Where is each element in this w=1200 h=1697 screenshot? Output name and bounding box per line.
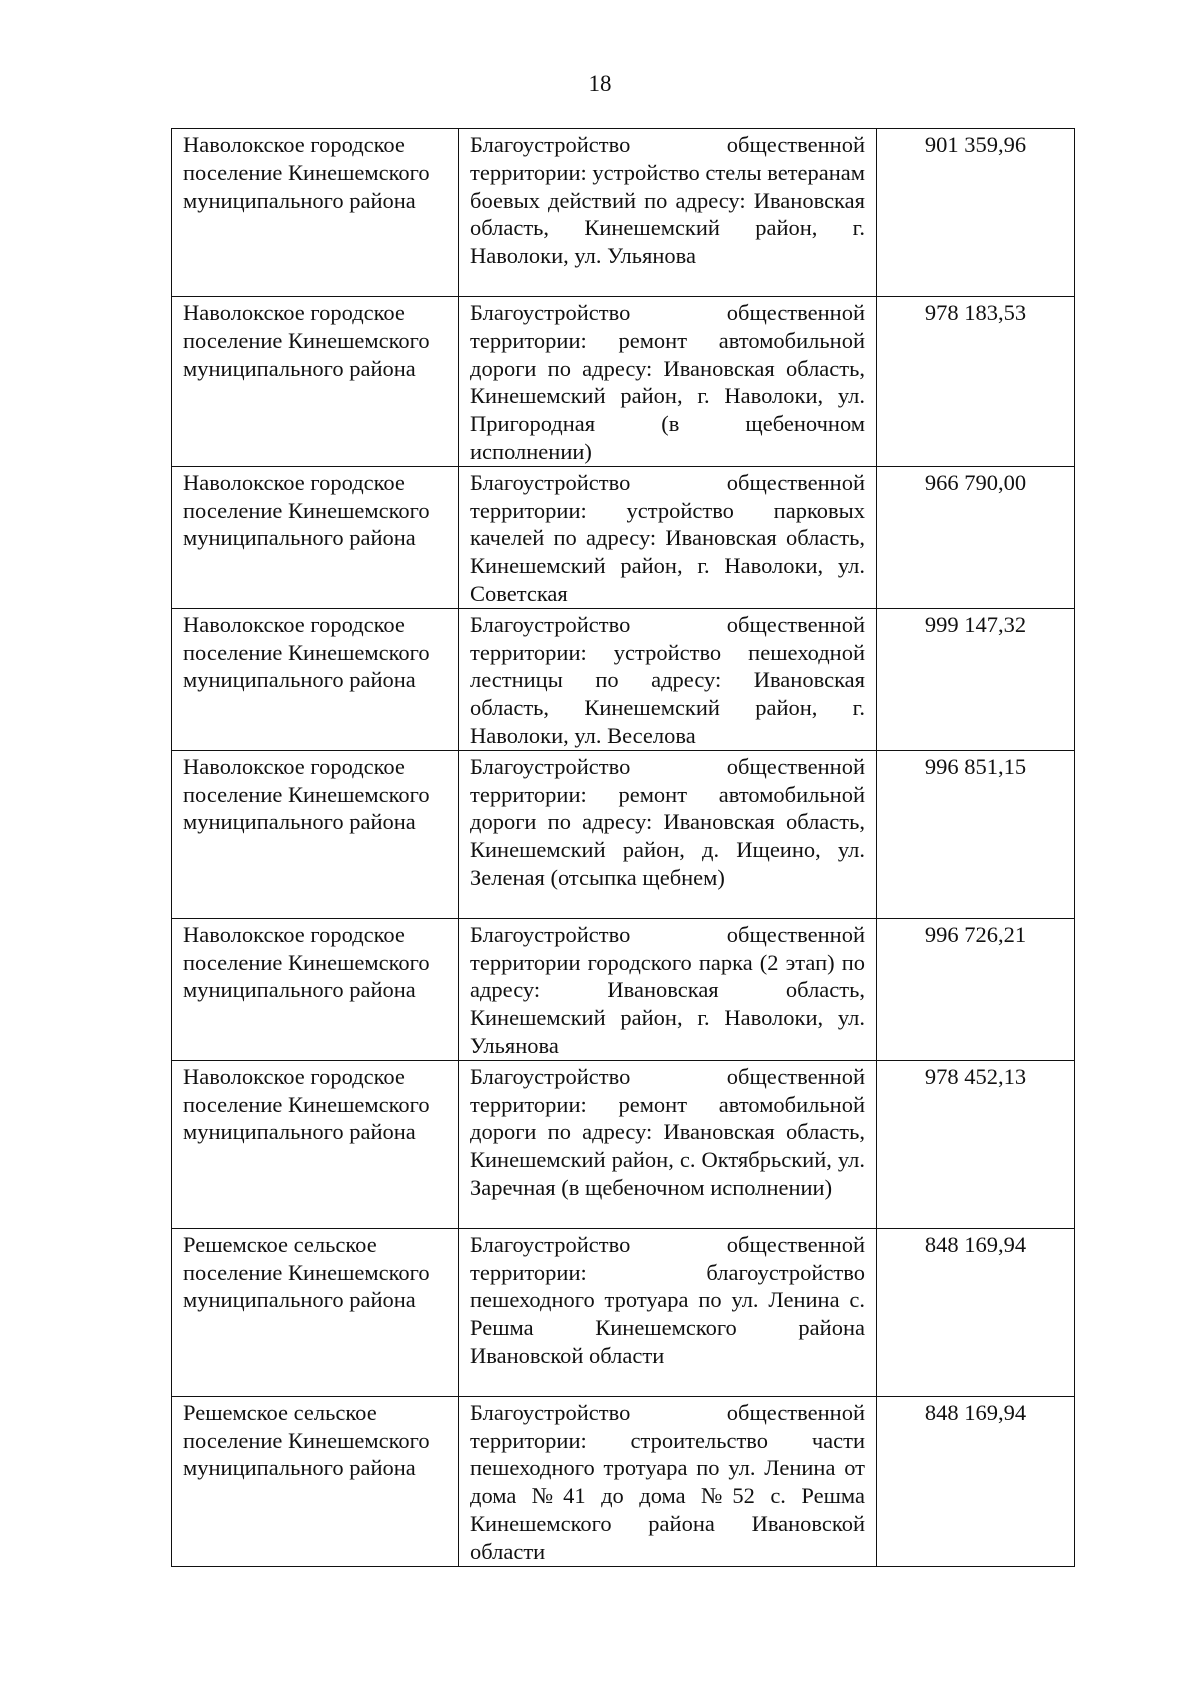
description-cell: Благоустройство общественной территории: ремонт автомобильной дороги по адресу: Ивановская область, Кинешемский район, с. Октябрьский, ул. Заречная (в щебеночном исполнении) <box>459 1060 877 1228</box>
table-row <box>172 1228 1075 1396</box>
amount-cell: 999 147,32 <box>877 608 1075 750</box>
amount-cell: 978 183,53 <box>877 297 1075 467</box>
amount-cell: 966 790,00 <box>877 466 1075 608</box>
amount-cell: 848 169,94 <box>877 1396 1075 1566</box>
amount-cell: 901 359,96 <box>877 129 1075 297</box>
description-cell: Благоустройство общественной территории: строительство части пешеходного тротуара по ул. Ленина от дома №41 до дома №52 с. Решма Кинешемского района Ивановской области <box>459 1396 877 1566</box>
table-row <box>172 918 1075 1060</box>
amount-cell: 848 169,94 <box>877 1228 1075 1396</box>
table-row <box>172 466 1075 608</box>
settlement-cell: Наволокское городское поселение Кинешемского муниципального района <box>172 297 459 467</box>
improvement-table <box>171 128 1075 1567</box>
settlement-cell: Наволокское городское поселение Кинешемского муниципального района <box>172 918 459 1060</box>
settlement-cell: Наволокское городское поселение Кинешемского муниципального района <box>172 608 459 750</box>
table-row <box>172 750 1075 918</box>
table-row <box>172 1396 1075 1566</box>
amount-cell: 978 452,13 <box>877 1060 1075 1228</box>
description-cell: Благоустройство общественной территории: ремонт автомобильной дороги по адресу: Ивановская область, Кинешемский район, г. Наволоки, ул. Пригородная (в щебеночном исполнении) <box>459 297 877 467</box>
description-cell: Благоустройство общественной территории: устройство стелы ветеранам боевых действий по адресу: Ивановская область, Кинешемский район, г. Наволоки, ул. Ульянова <box>459 129 877 297</box>
settlement-cell: Решемское сельское поселение Кинешемского муниципального района <box>172 1228 459 1396</box>
table-row <box>172 608 1075 750</box>
settlement-cell: Наволокское городское поселение Кинешемского муниципального района <box>172 1060 459 1228</box>
amount-cell: 996 851,15 <box>877 750 1075 918</box>
description-cell: Благоустройство общественной территории: благоустройство пешеходного тротуара по ул. Ленина с. Решма Кинешемского района Ивановской области <box>459 1228 877 1396</box>
table-row <box>172 297 1075 467</box>
settlement-cell: Наволокское городское поселение Кинешемского муниципального района <box>172 466 459 608</box>
description-cell: Благоустройство общественной территории городского парка (2 этап) по адресу: Ивановская область, Кинешемский район, г. Наволоки, ул. Ульянова <box>459 918 877 1060</box>
description-cell: Благоустройство общественной территории: ремонт автомобильной дороги по адресу: Ивановская область, Кинешемский район, д. Ищеино, ул. Зеленая (отсыпка щебнем) <box>459 750 877 918</box>
description-cell: Благоустройство общественной территории: устройство пешеходной лестницы по адресу: Ивановская область, Кинешемский район, г. Наволоки, ул. Веселова <box>459 608 877 750</box>
description-cell: Благоустройство общественной территории: устройство парковых качелей по адресу: Ивановская область, Кинешемский район, г. Наволоки, ул. Советская <box>459 466 877 608</box>
settlement-cell: Наволокское городское поселение Кинешемского муниципального района <box>172 750 459 918</box>
table-row <box>172 1060 1075 1228</box>
table-row <box>172 129 1075 297</box>
amount-cell: 996 726,21 <box>877 918 1075 1060</box>
settlement-cell: Наволокское городское поселение Кинешемского муниципального района <box>172 129 459 297</box>
page-number: 18 <box>588 71 612 96</box>
settlement-cell: Решемское сельское поселение Кинешемского муниципального района <box>172 1396 459 1566</box>
